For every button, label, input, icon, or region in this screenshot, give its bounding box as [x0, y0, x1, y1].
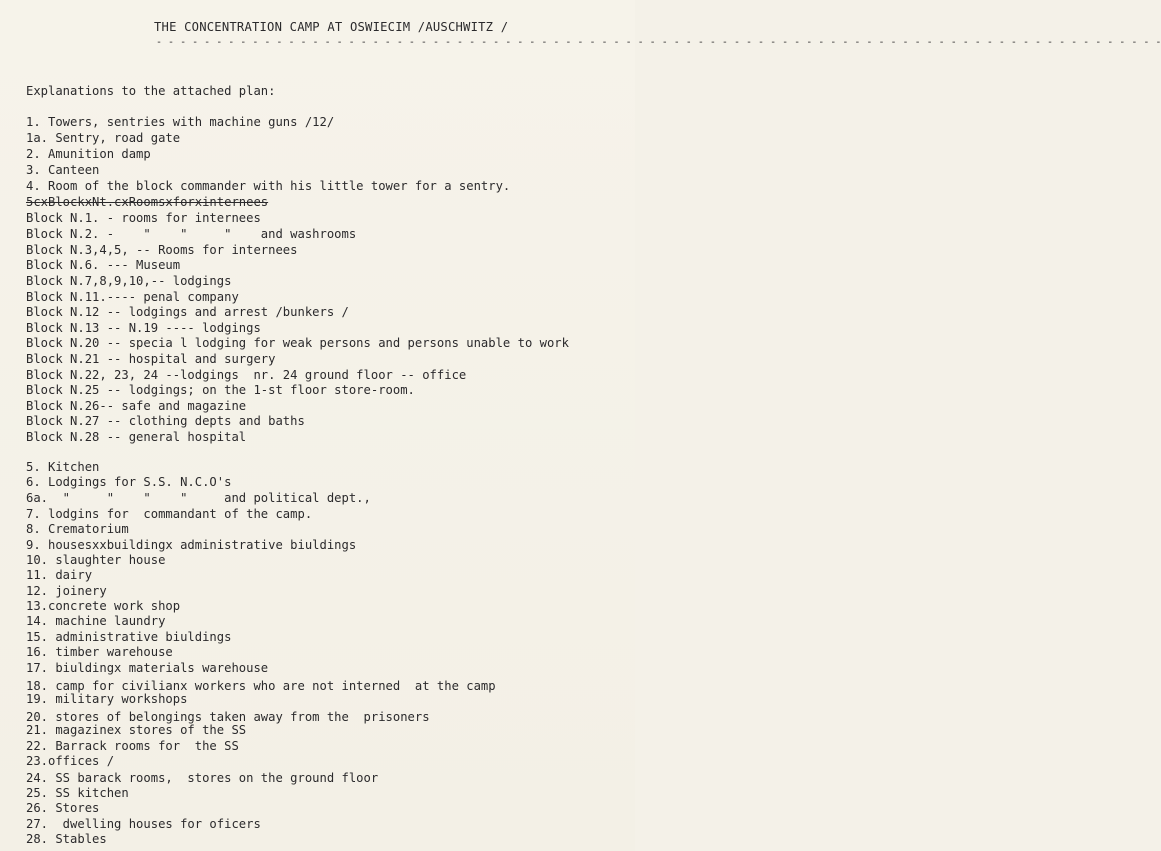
- legend-line: Block N.7,8,9,10,-- lodgings: [26, 274, 232, 288]
- legend-line: Block N.13 -- N.19 ---- lodgings: [26, 321, 261, 335]
- intro-text: Explanations to the attached plan:: [26, 84, 276, 98]
- legend-line: 7. lodgins for commandant of the camp.: [26, 507, 313, 521]
- legend-line: 26. Stores: [26, 801, 100, 815]
- legend-line: 2. Amunition damp: [26, 147, 151, 161]
- legend-line: 19. military workshops: [26, 692, 188, 706]
- legend-line: 8. Crematorium: [26, 522, 129, 536]
- legend-line: Block N.11.---- penal company: [26, 290, 239, 304]
- document-title: THE CONCENTRATION CAMP AT OSWIECIM /AUSCHWITZ /: [154, 20, 509, 34]
- legend-line: 25. SS kitchen: [26, 786, 129, 800]
- legend-line: 17. biuldingx materials warehouse: [26, 661, 269, 675]
- legend-line: 12. joinery: [26, 584, 107, 598]
- legend-line: 4. Room of the block commander with his little tower for a sentry.: [26, 179, 511, 193]
- legend-line: Block N.2. - " " " and washrooms: [26, 227, 357, 241]
- legend-line: 22. Barrack rooms for the SS: [26, 739, 239, 753]
- legend-line: 14. machine laundry: [26, 614, 166, 628]
- legend-line: Block N.1. - rooms for internees: [26, 211, 261, 225]
- legend-line: 20. stores of belongings taken away from the prisoners: [26, 710, 430, 724]
- legend-line: Block N.6. --- Museum: [26, 258, 181, 272]
- legend-line: 3. Canteen: [26, 163, 100, 177]
- legend-line: 6a. " " " " and political dept.,: [26, 491, 371, 505]
- legend-line: 24. SS barack rooms, stores on the ground floor: [26, 771, 379, 785]
- legend-line: Block N.12 -- lodgings and arrest /bunkers /: [26, 305, 349, 319]
- legend-line: Block N.3,4,5, -- Rooms for internees: [26, 243, 298, 257]
- legend-line: 21. magazinex stores of the SS: [26, 723, 247, 737]
- legend-line: 16. timber warehouse: [26, 645, 173, 659]
- legend-line: 27. dwelling houses for oficers: [26, 817, 261, 831]
- legend-line: Block N.25 -- lodgings; on the 1-st floor store-room.: [26, 383, 415, 397]
- legend-line: 28. Stables: [26, 832, 107, 846]
- legend-line: Block N.20 -- specia l lodging for weak persons and persons unable to work: [26, 336, 569, 350]
- legend-line: Block N.28 -- general hospital: [26, 430, 247, 444]
- legend-line: 5. Kitchen: [26, 460, 100, 474]
- legend-line: Block N.26-- safe and magazine: [26, 399, 247, 413]
- legend-line: 1. Towers, sentries with machine guns /12/: [26, 115, 335, 129]
- legend-line: 15. administrative biuldings: [26, 630, 232, 644]
- legend-line: Block N.22, 23, 24 --lodgings nr. 24 ground floor -- office: [26, 368, 467, 382]
- legend-line: 10. slaughter house: [26, 553, 166, 567]
- legend-line: 6. Lodgings for S.S. N.C.O's: [26, 475, 232, 489]
- legend-line: 23.offices /: [26, 754, 115, 768]
- legend-line: 1a. Sentry, road gate: [26, 131, 181, 145]
- legend-line-struck: 5cxBlockxNt.cxRoomsxforxinternees: [26, 195, 269, 209]
- legend-line: 9. housesxxbuildingx administrative biuldings: [26, 538, 357, 552]
- legend-line: 18. camp for civilianx workers who are not interned at the camp: [26, 679, 496, 693]
- legend-line: Block N.21 -- hospital and surgery: [26, 352, 276, 366]
- title-underline: - - - - - - - - - - - - - - - - - - - - - - - - - - - - - - - - - - - - - - - - - - - - - - - - - - - - - - - - - - - - - - - - - - - - - - - - - - - - - - - - - - - -: [156, 37, 1161, 48]
- legend-line: 13.concrete work shop: [26, 599, 181, 613]
- legend-line: 11. dairy: [26, 568, 93, 582]
- legend-line: Block N.27 -- clothing depts and baths: [26, 414, 305, 428]
